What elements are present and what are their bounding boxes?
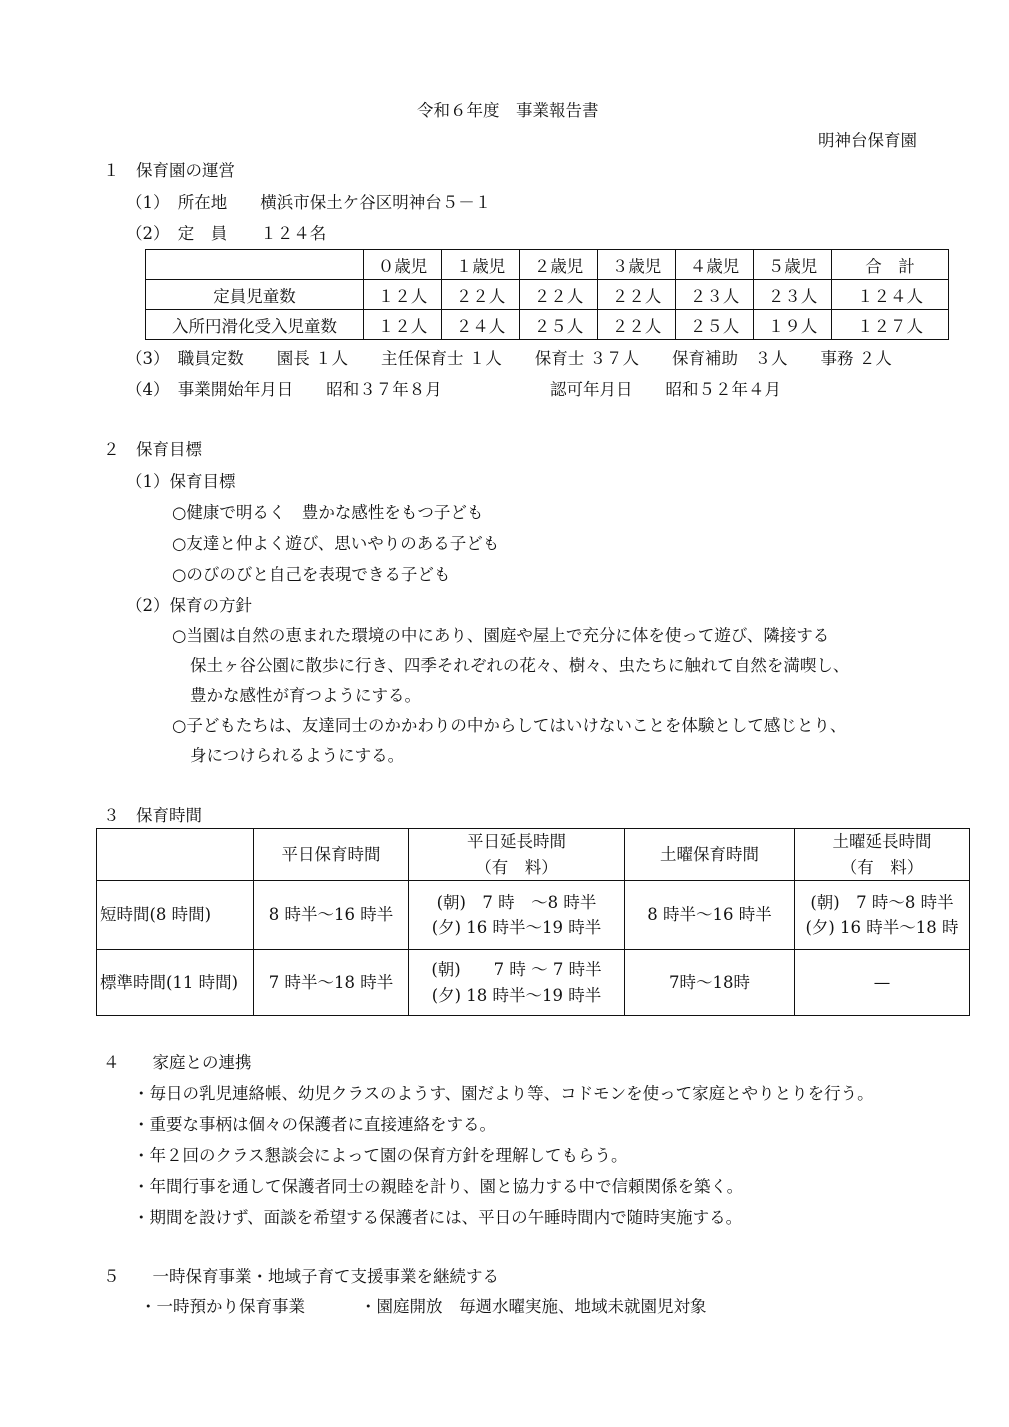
table-header-cell: ５歳児 (754, 250, 832, 280)
table-cell: ２５人 (520, 310, 598, 340)
table-header-cell: 土曜延長時間 （有 料） (795, 829, 970, 881)
table-cell: 標準時間(11 時間) (97, 950, 254, 1016)
table-header-cell: 平日保育時間 (254, 829, 409, 881)
policy-line: 豊かな感性が育つようにする。 (190, 686, 421, 705)
table-header-cell: 合 計 (832, 250, 949, 280)
table-cell: (朝) 7 時 ～8 時半 (夕) 16 時半～19 時半 (409, 881, 625, 950)
table-cell: ２３人 (754, 280, 832, 310)
table-header-cell (146, 250, 364, 280)
table-header-row (146, 250, 949, 280)
list-item: ・毎日の乳児連絡帳、幼児クラスのようす、園だより等、コドモンを使って家庭とやりとりを行う。 (133, 1084, 874, 1103)
list-item: ・園庭開放 毎週水曜実施、地域未就園児対象 (360, 1297, 707, 1316)
policy-line: ○当園は自然の恵まれた環境の中にあり、園庭や屋上で充分に体を使って遊び、隣接する (172, 626, 830, 645)
list-item: ・期間を設けず、面談を希望する保護者には、平日の午睡時間内で随時実施する。 (133, 1208, 743, 1227)
table-cell: 短時間(8 時間) (97, 881, 254, 950)
list-item: ・重要な事柄は個々の保護者に直接連絡をする。 (133, 1115, 496, 1134)
table-cell: ２２人 (598, 280, 676, 310)
section-4-heading: ４ 家庭との連携 (103, 1053, 252, 1072)
section-5-heading: ５ 一時保育事業・地域子育て支援事業を継続する (103, 1267, 499, 1286)
table-row (146, 280, 949, 310)
table-cell: (朝) 7 時～8 時半 (夕) 16 時半～18 時 (795, 881, 970, 950)
childcare-hours-table (96, 828, 970, 1016)
list-item: ・年間行事を通して保護者同士の親睦を計り、園と協力する中で信頼関係を築く。 (133, 1177, 744, 1196)
table-header-cell: ４歳児 (676, 250, 754, 280)
table-header-cell: ３歳児 (598, 250, 676, 280)
table-cell: ２５人 (676, 310, 754, 340)
goal-item: ○健康で明るく 豊かな感性をもつ子ども (172, 503, 484, 522)
staff-line: （3） 職員定数 園長 １人 主任保育士 １人 保育士 ３７人 保育補助 ３人 事務 ２人 (126, 349, 892, 368)
capacity-line: （2） 定 員 １２４名 (126, 224, 327, 243)
policy-line: 保土ヶ谷公園に散歩に行き、四季それぞれの花々、樹々、虫たちに触れて自然を満喫し、 (190, 656, 850, 675)
table-cell: 入所円滑化受入児童数 (146, 310, 364, 340)
location-line: （1） 所在地 横浜市保土ケ谷区明神台５－１ (126, 193, 492, 212)
table-header-cell: 平日延長時間 （有 料） (409, 829, 625, 881)
table-header-cell: 土曜保育時間 (625, 829, 795, 881)
approval-date-line: 認可年月日 昭和５２年４月 (550, 380, 781, 399)
table-row (97, 881, 970, 950)
table-cell: １９人 (754, 310, 832, 340)
goal-item: ○のびのびと自己を表現できる子ども (172, 565, 451, 584)
table-row (146, 310, 949, 340)
table-cell: １２人 (364, 310, 442, 340)
document-title: 令和６年度 事業報告書 (417, 101, 599, 120)
table-cell: 7時～18時 (625, 950, 795, 1016)
policy-label: （2）保育の方針 (126, 596, 252, 615)
table-header-cell: １歳児 (442, 250, 520, 280)
table-cell: １２４人 (832, 280, 949, 310)
table-cell: (朝) 7 時 ～ 7 時半 (夕) 18 時半～19 時半 (409, 950, 625, 1016)
table-cell: ２２人 (520, 280, 598, 310)
table-header-cell (97, 829, 254, 881)
table-cell: 定員児童数 (146, 280, 364, 310)
section-2-heading: ２ 保育目標 (103, 440, 202, 459)
table-cell: — (795, 950, 970, 1016)
capacity-table (145, 249, 949, 340)
table-row (97, 950, 970, 1016)
list-item: ・年２回のクラス懇談会によって園の保育方針を理解してもらう。 (133, 1146, 628, 1165)
table-cell: ２２人 (598, 310, 676, 340)
table-header-cell: ２歳児 (520, 250, 598, 280)
table-header-cell: ０歳児 (364, 250, 442, 280)
table-header-row (97, 829, 970, 881)
policy-line: ○子どもたちは、友達同士のかかわりの中からしてはいけないことを体験として感じとり、 (172, 716, 847, 735)
table-cell: 7 時半～18 時半 (254, 950, 409, 1016)
start-date-line: （4） 事業開始年月日 昭和３７年８月 (126, 380, 442, 399)
goal-item: ○友達と仲よく遊び、思いやりのある子ども (172, 534, 500, 553)
table-cell: 8 時半～16 時半 (254, 881, 409, 950)
table-cell: ２３人 (676, 280, 754, 310)
list-item: ・一時預かり保育事業 (140, 1297, 305, 1316)
table-cell: １２人 (364, 280, 442, 310)
section-3-heading: ３ 保育時間 (103, 806, 202, 825)
policy-line: 身につけられるようにする。 (190, 746, 405, 765)
table-cell: ２２人 (442, 280, 520, 310)
organization-name: 明神台保育園 (818, 131, 917, 150)
table-cell: ２４人 (442, 310, 520, 340)
table-cell: １２７人 (832, 310, 949, 340)
goals-label: （1）保育目標 (126, 472, 236, 491)
section-1-heading: １ 保育園の運営 (103, 161, 235, 180)
table-cell: 8 時半～16 時半 (625, 881, 795, 950)
